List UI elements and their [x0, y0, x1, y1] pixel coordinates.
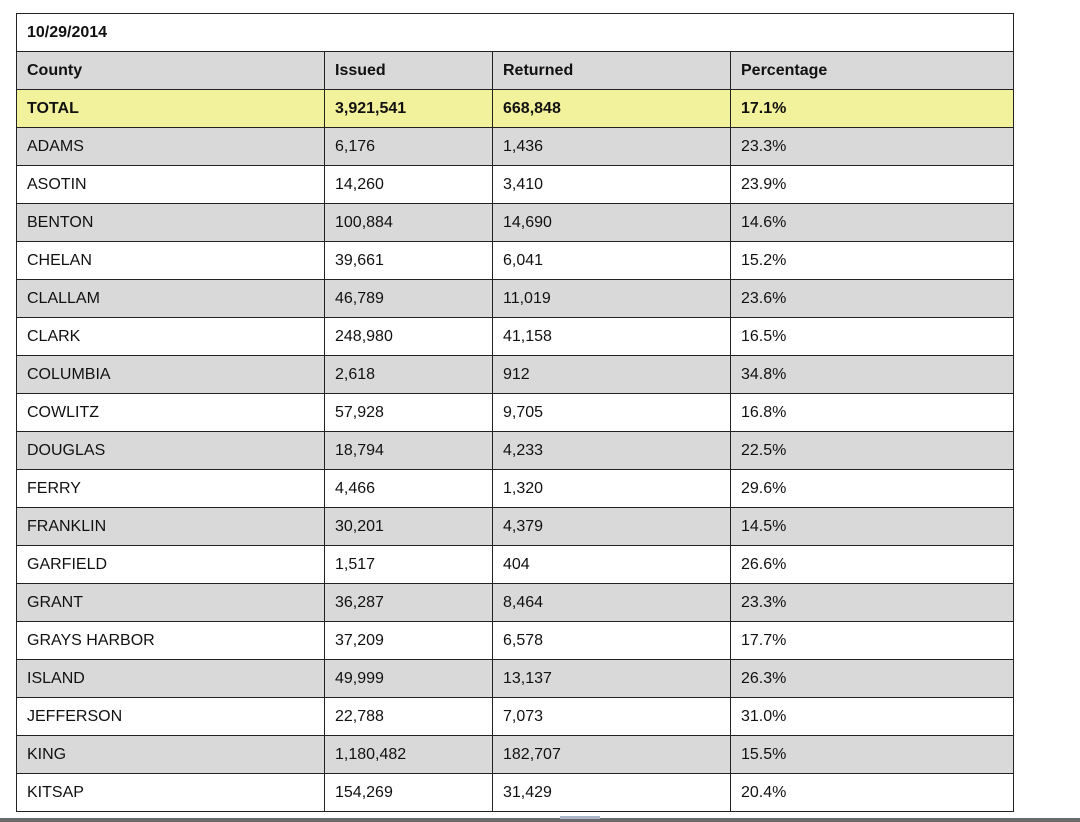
cell-returned: 13,137 [493, 660, 731, 698]
cell-returned: 14,690 [493, 204, 731, 242]
cell-percentage: 26.3% [731, 660, 1014, 698]
cell-issued: 37,209 [325, 622, 493, 660]
total-row [17, 90, 1014, 128]
cell-county: GARFIELD [17, 546, 325, 584]
total-issued: 3,921,541 [325, 90, 493, 128]
cell-percentage: 17.7% [731, 622, 1014, 660]
table-row [17, 432, 1014, 470]
cell-county: CLALLAM [17, 280, 325, 318]
cell-county: KITSAP [17, 774, 325, 812]
cell-percentage: 14.5% [731, 508, 1014, 546]
cell-issued: 30,201 [325, 508, 493, 546]
cell-percentage: 16.8% [731, 394, 1014, 432]
table-row [17, 622, 1014, 660]
table-row [17, 204, 1014, 242]
cell-issued: 100,884 [325, 204, 493, 242]
cell-percentage: 14.6% [731, 204, 1014, 242]
cell-percentage: 22.5% [731, 432, 1014, 470]
table-row [17, 660, 1014, 698]
report-date: 10/29/2014 [17, 14, 1014, 52]
cell-returned: 8,464 [493, 584, 731, 622]
cell-returned: 1,320 [493, 470, 731, 508]
cell-returned: 31,429 [493, 774, 731, 812]
cell-issued: 49,999 [325, 660, 493, 698]
cell-issued: 18,794 [325, 432, 493, 470]
cell-returned: 9,705 [493, 394, 731, 432]
table-row [17, 736, 1014, 774]
table-row [17, 394, 1014, 432]
table-row [17, 318, 1014, 356]
cell-issued: 46,789 [325, 280, 493, 318]
cell-issued: 2,618 [325, 356, 493, 394]
cell-returned: 3,410 [493, 166, 731, 204]
cell-issued: 22,788 [325, 698, 493, 736]
table-row [17, 470, 1014, 508]
cell-issued: 39,661 [325, 242, 493, 280]
cell-percentage: 23.6% [731, 280, 1014, 318]
table-row [17, 546, 1014, 584]
cell-county: GRAYS HARBOR [17, 622, 325, 660]
table-row [17, 698, 1014, 736]
date-row [17, 14, 1014, 52]
cell-percentage: 23.9% [731, 166, 1014, 204]
column-header-percentage: Percentage [731, 52, 1014, 90]
cell-returned: 6,578 [493, 622, 731, 660]
cell-county: FERRY [17, 470, 325, 508]
cell-issued: 248,980 [325, 318, 493, 356]
cell-percentage: 31.0% [731, 698, 1014, 736]
cell-percentage: 15.5% [731, 736, 1014, 774]
cell-issued: 4,466 [325, 470, 493, 508]
cell-returned: 912 [493, 356, 731, 394]
cell-issued: 6,176 [325, 128, 493, 166]
cell-county: CLARK [17, 318, 325, 356]
table-row [17, 128, 1014, 166]
cell-county: BENTON [17, 204, 325, 242]
cell-returned: 11,019 [493, 280, 731, 318]
cell-percentage: 23.3% [731, 128, 1014, 166]
cell-issued: 57,928 [325, 394, 493, 432]
ballot-return-table [16, 13, 1014, 812]
cell-returned: 1,436 [493, 128, 731, 166]
cell-county: DOUGLAS [17, 432, 325, 470]
cell-county: COLUMBIA [17, 356, 325, 394]
table-row [17, 280, 1014, 318]
table-row [17, 242, 1014, 280]
cell-percentage: 20.4% [731, 774, 1014, 812]
table-row [17, 584, 1014, 622]
cell-county: FRANKLIN [17, 508, 325, 546]
cell-county: KING [17, 736, 325, 774]
cell-percentage: 26.6% [731, 546, 1014, 584]
total-percentage: 17.1% [731, 90, 1014, 128]
window-bottom-edge [0, 818, 1080, 822]
cell-issued: 154,269 [325, 774, 493, 812]
cell-percentage: 29.6% [731, 470, 1014, 508]
header-row [17, 52, 1014, 90]
cell-county: COWLITZ [17, 394, 325, 432]
cell-percentage: 16.5% [731, 318, 1014, 356]
cell-percentage: 15.2% [731, 242, 1014, 280]
cell-returned: 41,158 [493, 318, 731, 356]
table-row [17, 774, 1014, 812]
cell-issued: 1,180,482 [325, 736, 493, 774]
cell-issued: 1,517 [325, 546, 493, 584]
cell-percentage: 23.3% [731, 584, 1014, 622]
column-header-issued: Issued [325, 52, 493, 90]
cell-county: ISLAND [17, 660, 325, 698]
cell-county: CHELAN [17, 242, 325, 280]
cell-issued: 36,287 [325, 584, 493, 622]
cell-county: GRANT [17, 584, 325, 622]
column-header-county: County [17, 52, 325, 90]
table-row [17, 166, 1014, 204]
cell-county: ASOTIN [17, 166, 325, 204]
cell-percentage: 34.8% [731, 356, 1014, 394]
cell-returned: 7,073 [493, 698, 731, 736]
total-county: TOTAL [17, 90, 325, 128]
cell-returned: 182,707 [493, 736, 731, 774]
total-returned: 668,848 [493, 90, 731, 128]
window-edge-highlight [560, 816, 600, 819]
cell-returned: 404 [493, 546, 731, 584]
cell-returned: 4,379 [493, 508, 731, 546]
cell-county: ADAMS [17, 128, 325, 166]
cell-returned: 6,041 [493, 242, 731, 280]
table-row [17, 356, 1014, 394]
cell-county: JEFFERSON [17, 698, 325, 736]
cell-returned: 4,233 [493, 432, 731, 470]
column-header-returned: Returned [493, 52, 731, 90]
table-row [17, 508, 1014, 546]
cell-issued: 14,260 [325, 166, 493, 204]
